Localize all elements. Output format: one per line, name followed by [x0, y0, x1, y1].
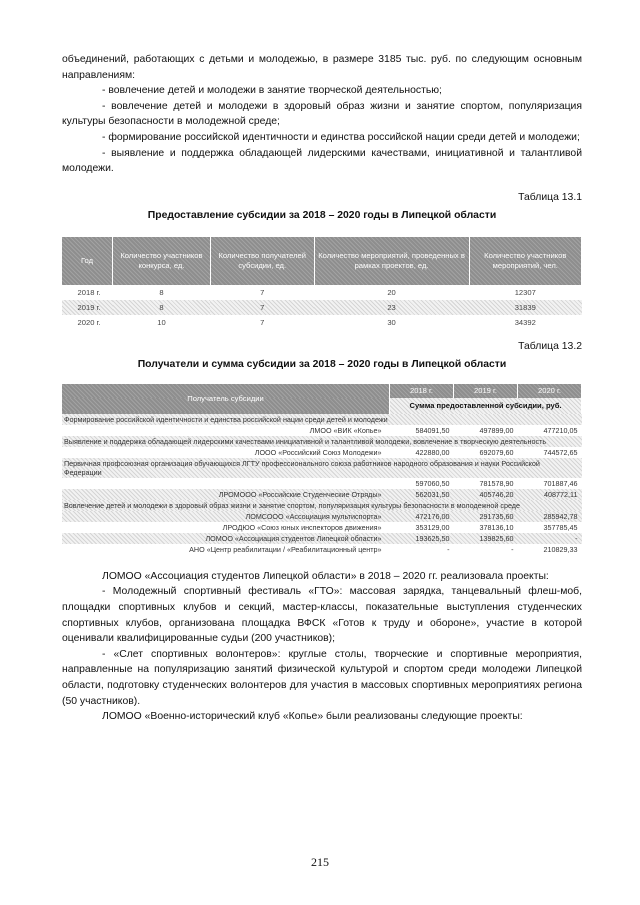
table-row [62, 285, 582, 300]
subsidy-amount: 562031,50 [415, 489, 450, 499]
sum-header: Сумма предоставленной субсидии, руб. [390, 398, 582, 414]
table-row [62, 436, 582, 447]
table-row [62, 478, 582, 489]
table1-header: Количество участников конкурса, ед. [113, 237, 211, 285]
table-cell: 12307 [514, 287, 536, 297]
subsidy-amount: 422880,00 [415, 447, 450, 457]
page-number: 215 [311, 855, 329, 869]
subsidy-count-table [62, 237, 582, 330]
table-row [62, 511, 582, 522]
table-cell: 2018 г. [77, 287, 101, 297]
document-page [62, 52, 582, 725]
table1-label: Таблица 13.1 [518, 191, 582, 203]
intro-paragraph: - формирование российской идентичности и единства российской нации среди детей и молодежи; [102, 131, 580, 143]
subsidy-amount: 285942,78 [543, 511, 578, 521]
table-cell: 7 [260, 287, 265, 297]
table1-header: Количество получателей субсидии, ед. [210, 237, 314, 285]
year-header: 2018 г. [390, 384, 454, 398]
table-row [62, 458, 582, 478]
subsidy-amount: 744572,65 [543, 447, 578, 457]
body-paragraph: - «Слет спортивных волонтеров»: круглые столы, творческие и спортивные мероприятия, направленные на популяризацию занятий физической культурой и спортом среди молодежи Липецкой области, подготовку студенческих волонтеров для участия в массовых спортивных мероприятиях региона (50 участников). [62, 648, 582, 707]
subsidy-amount: 781578,90 [479, 478, 514, 488]
table-row [62, 489, 582, 500]
recipient-name: АНО «Центр реабилитации / «Реабилитационный центр» [189, 544, 382, 554]
subsidy-amount: 139825,60 [479, 533, 514, 543]
section-heading: Первичная профсоюзная организация обучающихся ЛГТУ профессионального союза работников народного образования и науки Российской Федерации [64, 458, 540, 477]
subsidy-amount: 193625,50 [415, 533, 450, 543]
table-cell: 8 [159, 302, 164, 312]
subsidy-recipients-table [62, 384, 582, 555]
table-cell: 23 [387, 302, 396, 312]
table-row [62, 522, 582, 533]
table-row [62, 300, 582, 315]
table-cell: 34392 [514, 317, 536, 327]
table-row [62, 500, 582, 511]
subsidy-amount: 291735,60 [479, 511, 514, 521]
recipient-name: ЛОМСООО «Ассоциация мультиспорта» [245, 511, 382, 521]
recipient-header: Получатель субсидии [62, 384, 390, 414]
subsidy-amount: 408772,11 [544, 489, 578, 499]
subsidy-amount: 353129,00 [415, 522, 450, 532]
intro-paragraph: - вовлечение детей и молодежи в здоровый образ жизни и занятие спортом, популяризация культуры безопасности в молодежной среде; [62, 100, 582, 128]
table-row [62, 544, 582, 555]
table1-header: Количество мероприятий, проведенных в рамках проектов, ед. [314, 237, 469, 285]
subsidy-amount: 497899,00 [479, 425, 514, 435]
table2-label: Таблица 13.2 [518, 340, 582, 352]
subsidy-amount: 357785,45 [543, 522, 578, 532]
section-heading: Вовлечение детей и молодежи в здоровый образ жизни и занятие спортом, популяризация культуры безопасности в молодежной среде [64, 500, 520, 510]
table-cell: 8 [159, 287, 164, 297]
table-cell: 31839 [514, 302, 536, 312]
subsidy-amount: 210829,33 [543, 544, 578, 554]
subsidy-amount: - [575, 533, 578, 543]
subsidy-amount: 597060,50 [415, 478, 450, 488]
table1-title: Предоставление субсидии за 2018 – 2020 годы в Липецкой области [147, 209, 497, 221]
table-cell: 7 [260, 317, 265, 327]
table-cell: 20 [387, 287, 396, 297]
table2-title: Получатели и сумма субсидии за 2018 – 2020 годы в Липецкой области [137, 358, 507, 370]
table-row [62, 414, 582, 425]
table1-header: Количество участников мероприятий, чел. [469, 237, 581, 285]
table-cell: 10 [157, 317, 166, 327]
year-header: 2020 г. [518, 384, 582, 398]
body-paragraph: - Молодежный спортивный фестиваль «ГТО»: массовая зарядка, танцевальный флеш-моб, площадки спортивных клубов и секций, мастер-классы, показательные выступления студенческих спортивных клубов, организована площадка ВФСК «Готов к труду и обороне», участие в которой оценивали квалифицированные судьи (200 участников); [62, 586, 582, 645]
recipient-name: ЛООО «Российский Союз Молодежи» [254, 447, 382, 457]
table-cell: 2020 г. [77, 317, 101, 327]
subsidy-amount: 472176,00 [415, 511, 450, 521]
recipient-name: ЛОМОО «Ассоциация студентов Липецкой области» [205, 533, 382, 543]
subsidy-amount: 701887,46 [543, 478, 578, 488]
subsidy-amount: 477210,05 [543, 425, 578, 435]
table-row [62, 315, 582, 330]
subsidy-amount: - [511, 544, 514, 554]
recipient-name: ЛРОМООО «Российские Студенческие Отряды» [218, 489, 382, 499]
year-header: 2019 г. [454, 384, 518, 398]
subsidy-amount: 378136,10 [479, 522, 514, 532]
table-cell: 2019 г. [77, 302, 101, 312]
subsidy-amount: 692079,60 [479, 447, 514, 457]
table-row [62, 533, 582, 544]
table-row [62, 425, 582, 436]
section-heading: Формирование российской идентичности и единства российской нации среди детей и молодежи [64, 414, 388, 424]
body-paragraph: ЛОМОО «Военно-исторический клуб «Копье» были реализованы следующие проекты: [102, 711, 523, 723]
table-row [62, 447, 582, 458]
subsidy-amount: 405746,20 [479, 489, 514, 499]
section-heading: Выявление и поддержка обладающей лидерскими качествами инициативной и талантливой молодежи, вовлечение в творческую деятельность [64, 436, 547, 446]
table1-header: Год [62, 237, 113, 285]
recipient-name: ЛМОО «ВИК «Копье» [309, 425, 382, 435]
recipient-name [62, 478, 390, 489]
body-paragraph: ЛОМОО «Ассоциация студентов Липецкой области» в 2018 – 2020 гг. реализовала проекты: [102, 570, 549, 582]
intro-paragraph: - выявление и поддержка обладающей лидерскими качествами, инициативной и талантливой молодежи. [62, 147, 582, 175]
table-cell: 7 [260, 302, 265, 312]
table-cell: 30 [387, 317, 396, 327]
subsidy-amount: 584091,50 [415, 425, 450, 435]
subsidy-amount: - [447, 544, 450, 554]
intro-paragraph: - вовлечение детей и молодежи в занятие творческой деятельностью; [102, 85, 442, 97]
recipient-name: ЛРОДЮО «Союз юных инспекторов движения» [222, 522, 382, 532]
intro-paragraph: объединений, работающих с детьми и молодежью, в размере 3185 тыс. руб. по следующим основным направлениям: [62, 54, 582, 81]
